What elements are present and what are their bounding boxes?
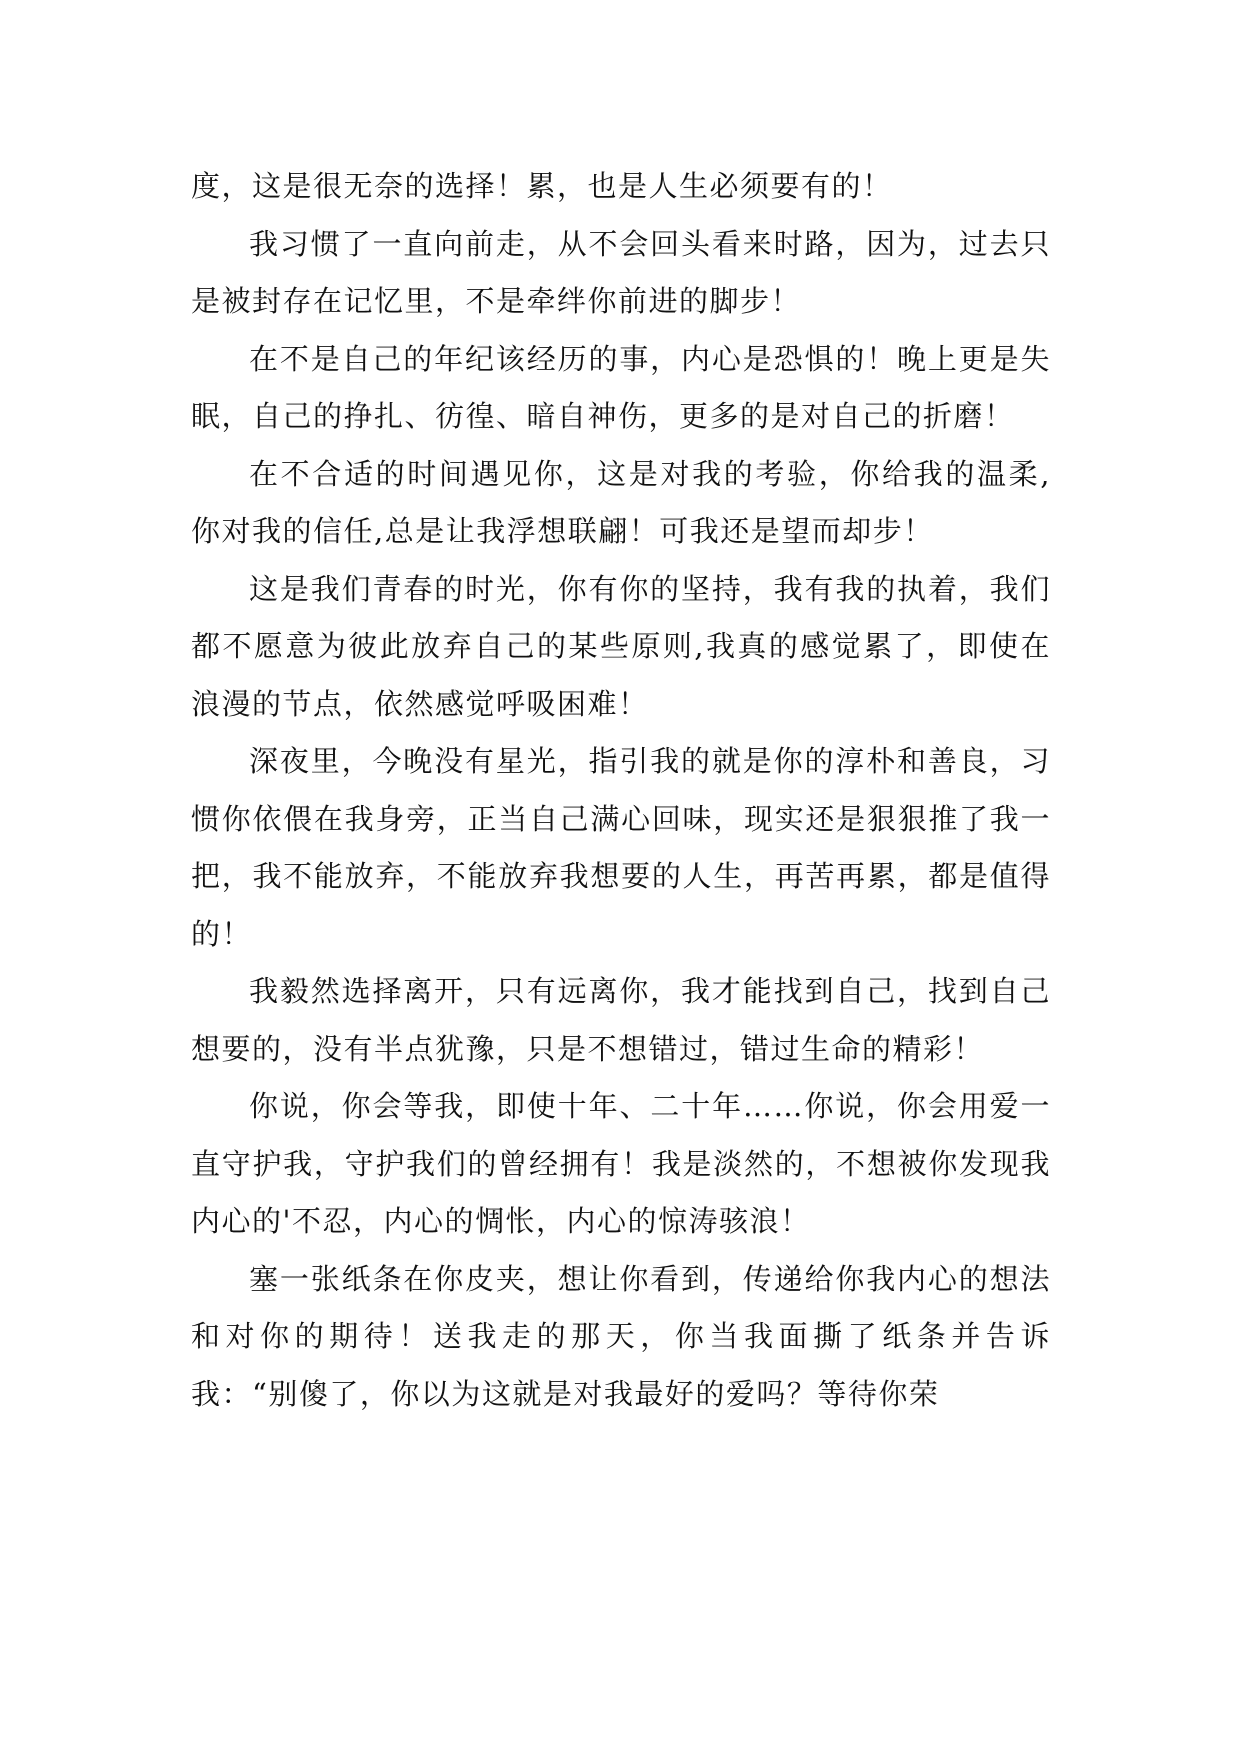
paragraph-8: 你说，你会等我，即使十年、二十年……你说，你会用爱一直守护我，守护我们的曾经拥有！我是淡然的，不想被你发现我内心的'不忍，内心的惆怅，内心的惊涛骇浪！ (191, 1089, 1051, 1238)
paragraph-2: 我习惯了一直向前走，从不会回头看来时路，因为，过去只是被封存在记忆里，不是牵绊你前进的脚步！ (191, 226, 1051, 318)
paragraph-6: 深夜里，今晚没有星光，指引我的就是你的淳朴和善良，习惯你依偎在我身旁，正当自己满心回味，现实还是狠狠推了我一把，我不能放弃，不能放弃我想要的人生，再苦再累，都是值得的！ (191, 744, 1051, 951)
paragraph-9: 塞一张纸条在你皮夹，想让你看到，传递给你我内心的想法和对你的期待！送我走的那天，你当我面撕了纸条并告诉我：“别傻了，你以为这就是对我最好的爱吗？等待你荣 (191, 1261, 1051, 1411)
paragraph-5: 这是我们青春的时光，你有你的坚持，我有我的执着，我们都不愿意为彼此放弃自己的某些原则,我真的感觉累了，即使在浪漫的节点，依然感觉呼吸困难！ (191, 571, 1051, 721)
document-page (191, 158, 1051, 1423)
paragraph-1: 度，这是很无奈的选择！累，也是人生必须要有的！ (191, 169, 893, 203)
paragraph-4: 在不合适的时间遇见你，这是对我的考验，你给我的温柔,你对我的信任,总是让我浮想联翩！可我还是望而却步！ (191, 456, 1051, 548)
paragraph-3: 在不是自己的年纪该经历的事，内心是恐惧的！晚上更是失眠，自己的挣扎、彷徨、暗自神伤，更多的是对自己的折磨！ (191, 341, 1051, 433)
paragraph-7: 我毅然选择离开，只有远离你，我才能找到自己，找到自己想要的，没有半点犹豫，只是不想错过，错过生命的精彩！ (191, 974, 1051, 1066)
